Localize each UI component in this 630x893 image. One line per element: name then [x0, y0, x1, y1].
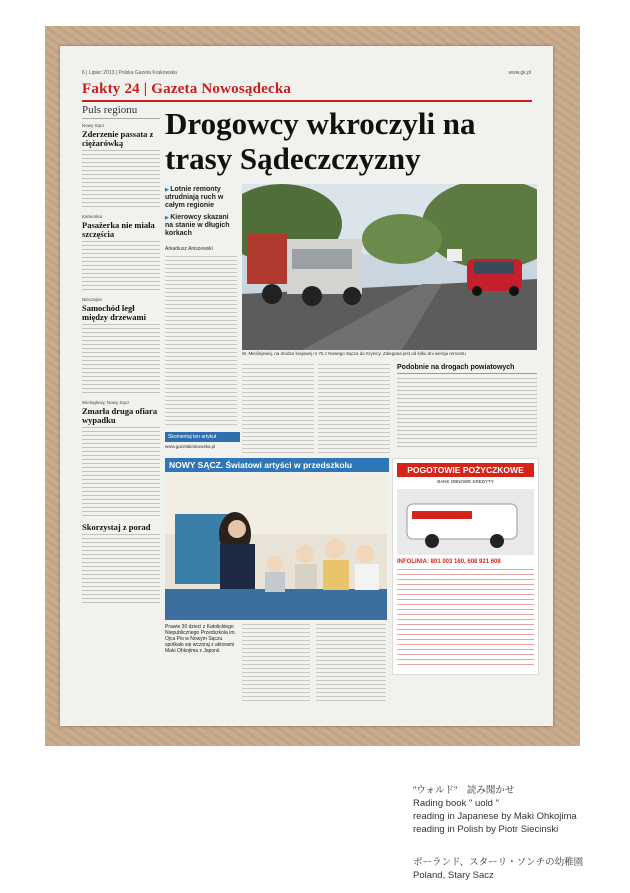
brief-place: Wielogłowy, Nowy Sącz	[82, 400, 130, 405]
brief-place: Nieczajna	[82, 297, 102, 302]
article-body	[242, 364, 314, 454]
related-title: Podobnie na drogach powiatowych	[397, 364, 537, 374]
bullet-item: ▶ Kierowcy skazani na stanie w długich korkach	[165, 214, 235, 238]
advert-title: POGOTOWIE POŻYCZKOWE	[397, 463, 534, 477]
brief-text	[82, 427, 160, 517]
road-works-photo	[242, 184, 537, 350]
brief-item	[82, 214, 160, 291]
article-body	[318, 364, 390, 454]
comment-button: Skomentuj ten artykuł	[165, 432, 240, 442]
credit-place: Poland, Stary Sacz	[413, 870, 494, 881]
bullet-item: ▶ Lotnie remonty utrudniają ruch w całym regionie	[165, 186, 235, 210]
feature-body	[316, 624, 386, 704]
advert-van-image	[397, 489, 534, 555]
brief-place: Nowy Sącz	[82, 123, 105, 128]
brief-item	[82, 123, 160, 208]
brief-title: Zderzenie passata z ciężarówką	[82, 129, 154, 148]
brief-item	[82, 523, 160, 604]
brief-item	[82, 400, 160, 517]
newspaper-page	[60, 46, 553, 726]
brief-title: Pasażerka nie miała szczęścia	[82, 220, 155, 239]
feature-title-bar: NOWY SĄCZ. Światowi artyści w przedszkolu	[165, 458, 389, 472]
brief-text	[82, 150, 160, 208]
issue-info: 6 | Lipiec 2013 | Polska Gazeta Krakowska	[82, 70, 177, 76]
kindergarten-photo	[165, 474, 387, 620]
headline-bullets	[165, 186, 235, 242]
related-box	[397, 364, 537, 448]
brief-place: Kamionka	[82, 214, 103, 219]
masthead-title: Fakty 24 | Gazeta Nowosądecka	[82, 81, 292, 97]
credit-title: Rading book " uold "	[413, 798, 499, 809]
feature-body	[242, 624, 310, 704]
related-text	[397, 378, 537, 448]
artwork-credits	[413, 784, 623, 882]
brief-text	[82, 324, 160, 394]
loan-advert	[392, 458, 539, 675]
credit-reader-pl: reading in Polish by Piotr Siecinski	[413, 824, 559, 835]
brief-title: Samochód legł między drzewami	[82, 303, 146, 322]
brief-text	[82, 241, 160, 291]
credit-jp-title: "ウォルド" 読み聞かせ	[413, 785, 515, 796]
article-body	[165, 256, 237, 428]
section-title: Puls regionu	[82, 104, 160, 119]
page-header-line	[82, 70, 531, 80]
brief-title: Zmarła druga ofiara wypadku	[82, 406, 158, 425]
credit-jp-place: ポーランド、スターリ・ソンチの幼稚園	[413, 857, 584, 868]
photo-caption: W. Miećlejewej, na drodze krajowej nr 75 z Nowego Sącza do Krynicy. Zalegana jest od kilku dni wersja remontu	[242, 351, 466, 356]
main-headline: Drogowcy wkroczyli na trasy Sądeczczyzny	[165, 106, 476, 176]
article-author: Arkadiusz Aniszewski	[165, 246, 213, 252]
advert-phone: INFOLINIA: 801 003 160, 608 921 608	[397, 559, 501, 565]
masthead	[82, 80, 532, 102]
brief-title: Skorzystaj z porad	[82, 522, 151, 532]
brief-text	[82, 534, 160, 604]
feature-caption: Prawie 30 dzieci z Katolickiego Niepublicznego Przedszkola im. Ojca Pio w Nowym Sączu spotkało się wczoraj z aktorami Maki Ohkojima z Japonii.	[165, 624, 236, 654]
website: www.gk.pl	[508, 70, 531, 76]
advert-subtitle: BANK OBNOWE KREDYTY	[437, 479, 494, 484]
article-url: www.gazetakrakowska.pl	[165, 444, 216, 449]
news-briefs-column	[82, 104, 160, 714]
credit-reader-jp: reading in Japanese by Maki Ohkojima	[413, 811, 577, 822]
advert-city-list	[397, 569, 534, 669]
brief-item	[82, 297, 160, 394]
